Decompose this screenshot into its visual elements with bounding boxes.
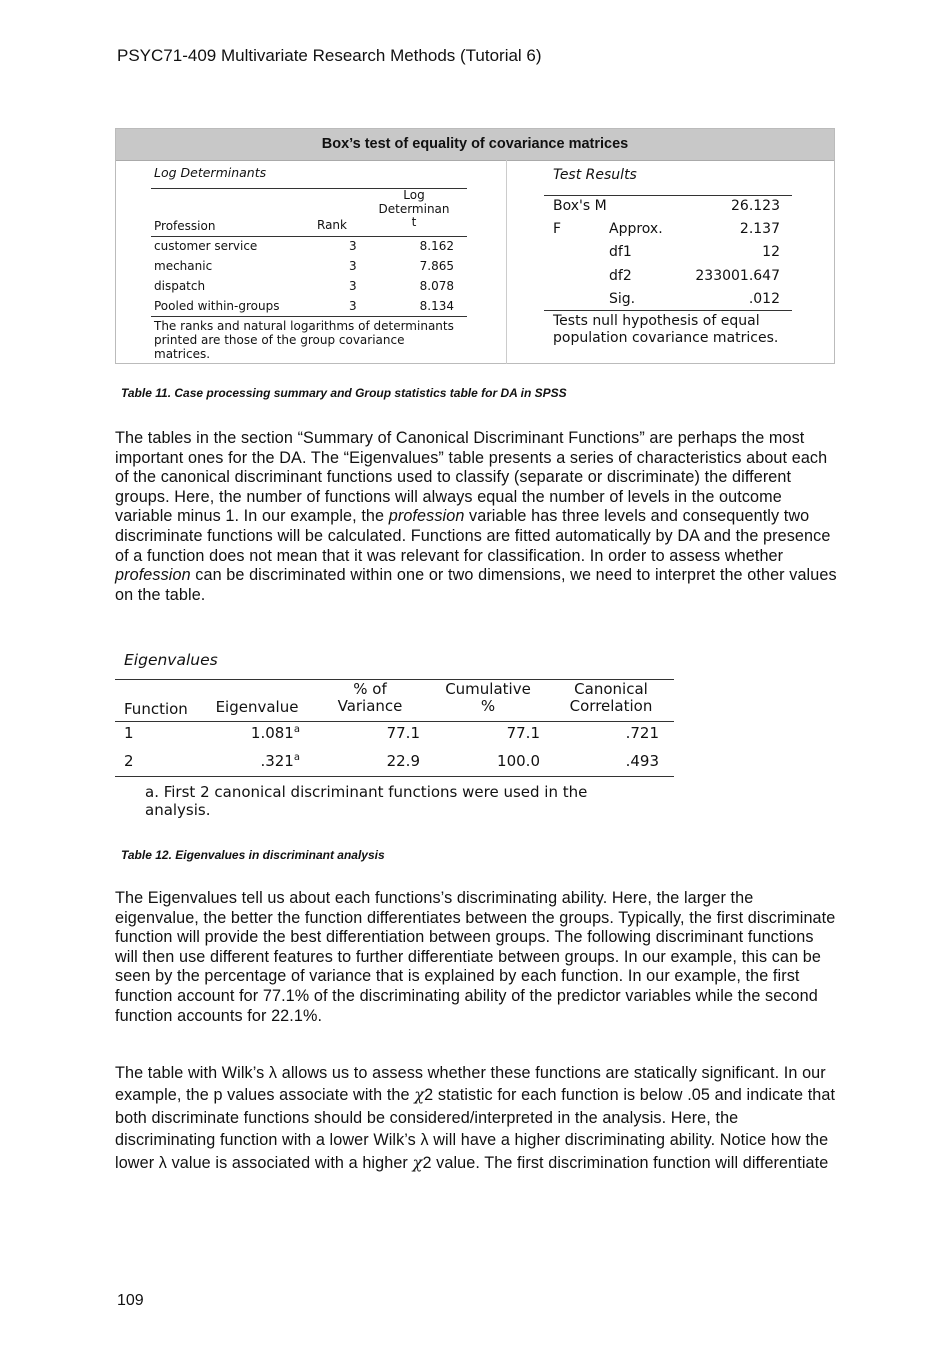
table-cell: 1 <box>124 724 134 742</box>
text-run-italic: profession <box>115 566 191 585</box>
box-test-table <box>115 128 835 364</box>
table-cell: F <box>553 221 562 237</box>
rule <box>544 195 792 196</box>
table-cell: 3 <box>349 279 357 293</box>
text-run: The table with Wilk’s λ allows us to assess whether these functions are statically significant. In our example, the p values associate with the <box>115 1064 826 1105</box>
table-cell: 8.078 <box>419 279 454 293</box>
text-run: The tables in the section “Summary of Canonical Discriminant Functions” are perhaps the most important ones for the DA. The “Eigenvalues” table presents a series of characteristics about each of the canonical discriminant functions used to classify (separate or discriminate) the different groups. Here, the number of functions will always equal the number of levels in the outcome variable minus 1. In our example, the <box>115 429 828 526</box>
table-cell: Sig. <box>609 291 636 307</box>
chi-symbol: χ <box>414 1085 425 1105</box>
text-run: 2 value. The first discrimination function will differentiate <box>422 1153 829 1172</box>
text-run: variable has three levels and consequently two discriminate functions will be calculated. Functions are fitted automatically by DA and the presence of a function does not mean that it was relevant for classification. In order to assess whether <box>115 507 831 565</box>
col-canonical-correlation: Canonical Correlation <box>569 680 653 715</box>
rule <box>115 721 674 722</box>
table-cell: 77.1 <box>386 724 420 742</box>
table-cell: 8.134 <box>419 299 454 313</box>
table-cell: Pooled within-groups <box>154 299 280 313</box>
text-run: 2 statistic for each function is below .05 and indicate that both discriminate functions should be considered/interpreted in the analysis. Here, the discriminating function with a lower Wilk’s λ will have a higher discriminating ability. Notice how the lower λ value is associated with a higher <box>115 1086 836 1172</box>
table-cell: 3 <box>349 259 357 273</box>
table-cell: 8.162 <box>419 239 454 253</box>
eigenvalue-value: 1.081 <box>250 724 294 742</box>
table-cell: 77.1 <box>506 724 540 742</box>
rule <box>151 316 467 317</box>
col-function: Function <box>124 700 188 718</box>
eigenvalues-title: Eigenvalues <box>124 651 218 669</box>
col-profession: Profession <box>154 219 216 233</box>
eigenvalue-value: .321 <box>260 752 294 770</box>
table-cell: 7.865 <box>419 259 454 273</box>
col-cumulative: Cumulative % <box>445 680 531 715</box>
footnote-marker: a <box>293 724 300 735</box>
page-number: 109 <box>117 1292 144 1309</box>
paragraph-3 <box>115 1062 837 1174</box>
table-cell: .721 <box>625 724 659 742</box>
text-run-italic: profession <box>388 507 465 526</box>
log-determinants-title: Log Determinants <box>154 165 267 180</box>
table-cell: 3 <box>349 299 357 313</box>
text-run: can be discriminated within one or two dimensions, we need to interpret the other values on the table. <box>115 566 837 604</box>
table-cell: 2.137 <box>739 221 780 237</box>
table-cell: 2 <box>124 752 134 770</box>
box-test-divider <box>506 160 507 364</box>
table-cell <box>200 724 300 742</box>
table-cell <box>200 752 300 770</box>
col-eigenvalue: Eigenvalue <box>215 698 299 716</box>
table-cell: customer service <box>154 239 258 253</box>
table-cell: 100.0 <box>497 752 540 770</box>
paragraph-text: The Eigenvalues tell us about each functions’s discriminating ability. Here, the larger the eigenvalue, the better the function differentiates between the groups. Typically, the first discriminate function will provide the best differentiation between groups. The following discriminant functions will then use different features to further differentiate between groups. In our example, this can be seen by the percentage of variance that is explained by each function. In our example, the first function account for 77.1% of the discriminating ability of the predictor variables while the second function accounts for 22.1%. <box>115 889 836 1025</box>
chi-symbol: χ <box>412 1152 423 1172</box>
rule <box>151 236 467 237</box>
rule <box>115 776 674 777</box>
box-test-title: Box’s test of equality of covariance matrices <box>116 129 834 161</box>
table-12-caption: Table 12. Eigenvalues in discriminant analysis <box>121 848 385 862</box>
col-pct-variance: % of Variance <box>337 680 403 715</box>
table-cell: 12 <box>762 244 780 260</box>
table-cell: .493 <box>625 752 659 770</box>
table-cell: .012 <box>748 291 780 307</box>
footnote-marker: a <box>293 752 300 763</box>
table-cell: mechanic <box>154 259 213 273</box>
table-cell: 26.123 <box>731 198 780 214</box>
log-determinants-note: The ranks and natural logarithms of determinants printed are those of the group covariance matrices. <box>154 319 454 361</box>
paragraph-2 <box>115 889 837 1026</box>
table-cell: 22.9 <box>386 752 420 770</box>
table-cell: dispatch <box>154 279 206 293</box>
table-cell: df2 <box>609 268 632 284</box>
table-cell: Approx. <box>609 221 663 237</box>
page-header: PSYC71-409 Multivariate Research Methods (Tutorial 6) <box>117 46 542 65</box>
test-results-note: Tests null hypothesis of equal population covariance matrices. <box>553 313 779 346</box>
table-cell: 3 <box>349 239 357 253</box>
test-results-title: Test Results <box>553 167 637 183</box>
col-rank: Rank <box>317 218 347 232</box>
table-cell: Box's M <box>553 198 607 214</box>
paragraph-1 <box>115 429 837 605</box>
table-11-caption: Table 11. Case processing summary and Group statistics table for DA in SPSS <box>121 386 567 400</box>
col-log-determinant: Log Determinan t <box>378 188 450 229</box>
eigenvalues-note: a. First 2 canonical discriminant functions were used in the analysis. <box>145 783 588 819</box>
table-cell: df1 <box>609 244 632 260</box>
rule <box>544 310 792 311</box>
table-cell: 233001.647 <box>695 268 780 284</box>
